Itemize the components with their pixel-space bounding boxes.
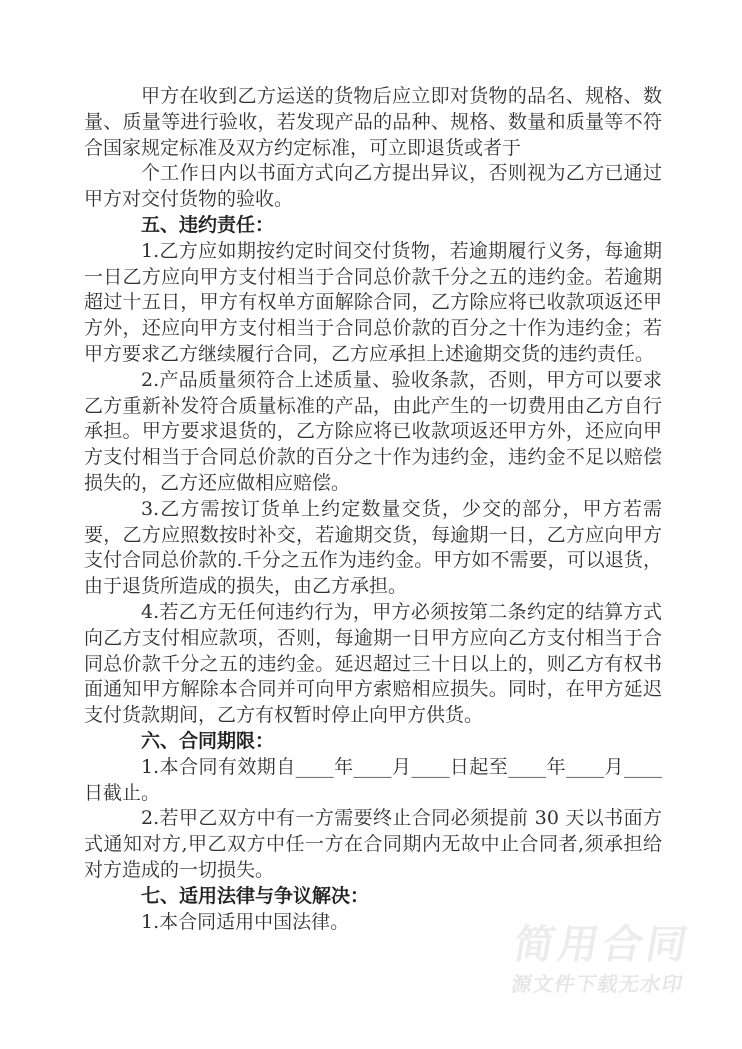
contract-paragraph: 4.若乙方无任何违约行为，甲方必须按第二条约定的结算方式向乙方支付相应款项，否则，每逾期一日甲方应向乙方支付相当于合同总价款千分之五的违约金。延迟超过三十日以上的，则乙方有权书面通知甲方解除本合同并可向甲方索赔相应损失。同时，在甲方延迟支付货款期间，乙方有权暂时停止向甲方供货。 xyxy=(84,600,662,727)
contract-paragraph: 1.乙方应如期按约定时间交付货物，若逾期履行义务，每逾期一日乙方应向甲方支付相当于合同总价款千分之五的违约金。若逾期超过十五日，甲方有权单方面解除合同，乙方除应将已收款项返还甲方外，还应向甲方支付相当于合同总价款的百分之十作为违约金；若甲方要求乙方继续履行合同，乙方应承担上述逾期交货的违约责任。 xyxy=(84,239,662,365)
contract-paragraph: 3.乙方需按订货单上约定数量交货，少交的部分，甲方若需要，乙方应照数按时补交，若逾期交货，每逾期一日，乙方应向甲方支付合同总价款的.千分之五作为违约金。甲方如不需要，可以退货，由于退货所造成的损失，由乙方承担。 xyxy=(84,497,662,598)
document-body xyxy=(84,84,662,935)
section-heading: 七、适用法律与争议解决： xyxy=(141,884,370,907)
contract-paragraph: 2.若甲乙双方中有一方需要终止合同必须提前 30 天以书面方式通知对方,甲乙双方中任一方在合同期内无故中止合同者,须承担给对方造成的一切损失。 xyxy=(84,807,662,881)
contract-paragraph: 2.产品质量须符合上述质量、验收条款，否则，甲方可以要求乙方重新补发符合质量标准的产品，由此产生的一切费用由乙方自行承担。甲方要求退货的，乙方除应将已收款项返还甲方外，还应向甲方支付相当于合同总价款的百分之十作为违约金，违约金不足以赔偿损失的，乙方还应做相应赔偿。 xyxy=(84,368,662,494)
section-heading: 六、合同期限： xyxy=(141,729,275,752)
contract-paragraph: 个工作日内以书面方式向乙方提出异议，否则视为乙方已通过甲方对交付货物的验收。 xyxy=(84,162,662,211)
section-heading: 五、违约责任： xyxy=(141,213,275,236)
contract-paragraph: 1.本合同有效期自____年____月____日起至____年____月____日截止。 xyxy=(84,755,662,804)
contract-paragraph: 1.本合同适用中国法律。 xyxy=(141,910,350,933)
watermark-subtitle: 源文件下载无水印 xyxy=(509,972,686,996)
contract-paragraph: 甲方在收到乙方运送的货物后应立即对货物的品名、规格、数量、质量等进行验收，若发现产品的品种、规格、数量和质量等不符合国家规定标准及双方约定标准，可立即退货或者于 xyxy=(84,85,662,159)
watermark-title: 简用合同 xyxy=(510,922,695,968)
watermark xyxy=(506,922,695,996)
